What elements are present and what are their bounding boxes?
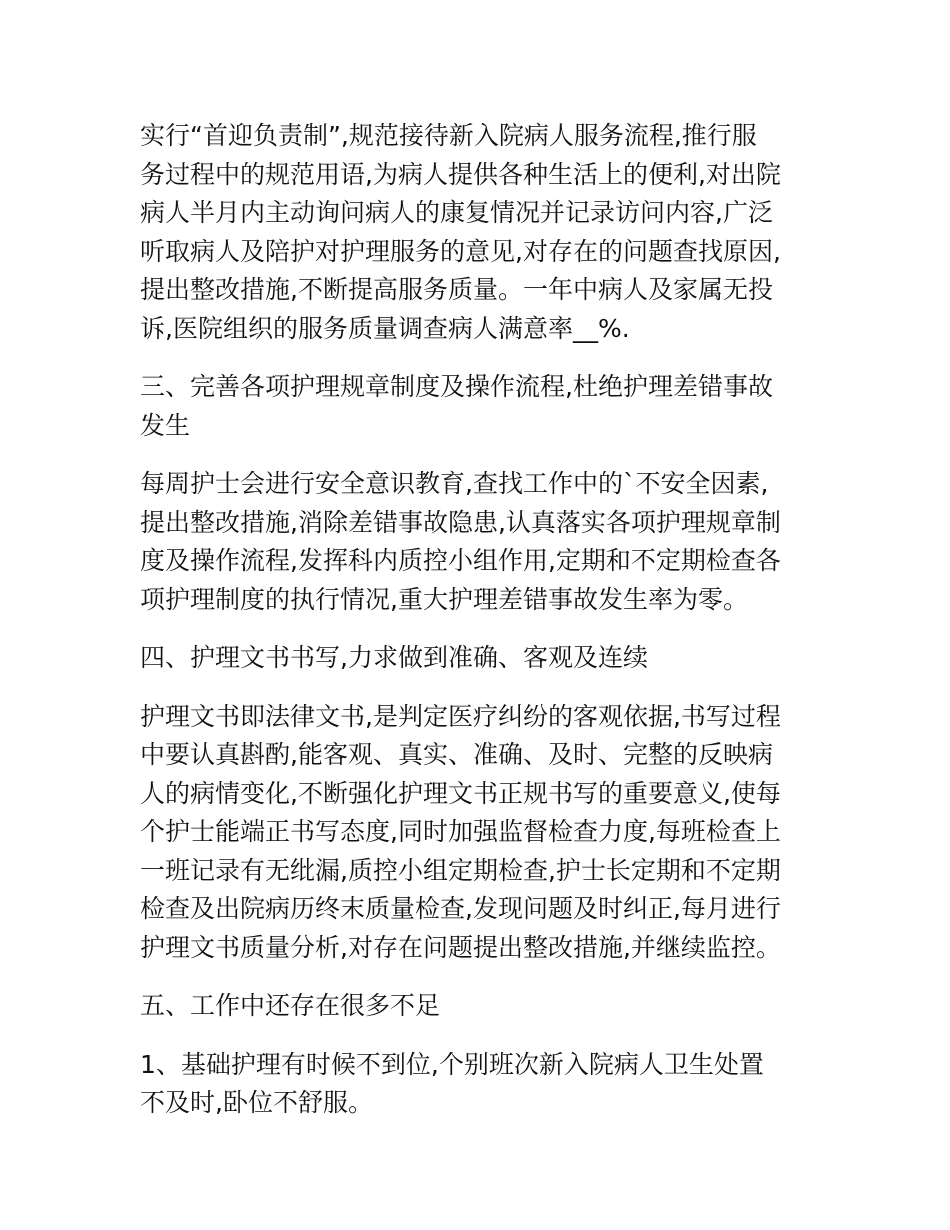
text-line: 务过程中的规范用语,为病人提供各种生活上的便利,对出院	[140, 159, 781, 189]
paragraph-service-process	[140, 117, 815, 348]
heading-line: 发生	[140, 410, 191, 440]
paragraph-safety-education	[140, 465, 815, 619]
heading-line: 三、完善各项护理规章制度及操作流程,杜绝护理差错事故	[140, 372, 773, 401]
paragraph-nursing-documents	[140, 698, 815, 968]
heading-line: 四、护理文书书写,力求做到准确、客观及连续	[140, 643, 648, 672]
text-line: 诉,医院组织的服务质量调查病人满意率__%.	[140, 313, 630, 343]
text-line: 人的病情变化,不断强化护理文书正规书写的重要意义,使每	[140, 778, 781, 808]
text-line: 检查及出院病历终末质量检查,发现问题及时纠正,每月进行	[140, 894, 781, 923]
text-line: 听取病人及陪护对护理服务的意见,对存在的问题查找原因,	[140, 236, 781, 266]
text-line: 实行“首迎负责制”,规范接待新入院病人服务流程,推行服	[140, 121, 757, 150]
text-line: 提出整改措施,消除差错事故隐患,认真落实各项护理规章制	[140, 507, 781, 537]
text-line: 个护士能端正书写态度,同时加强监督检查力度,每班检查上	[140, 817, 781, 846]
text-line: 中要认真斟酌,能客观、真实、准确、及时、完整的反映病	[140, 740, 773, 769]
heading-line: 五、工作中还存在很多不足	[140, 991, 441, 1020]
text-line: 项护理制度的执行情况,重大护理差错事故发生率为零。	[140, 584, 748, 614]
section-heading-5	[140, 987, 815, 1026]
text-line: 护理文书质量分析,对存在问题提出整改措施,并继续监控。	[140, 932, 781, 962]
section-heading-3	[140, 368, 815, 445]
text-line: 一班记录有无纰漏,质控小组定期检查,护士长定期和不定期	[140, 855, 781, 885]
paragraph-deficiency-1	[140, 1046, 815, 1123]
text-line: 不及时,卧位不舒服。	[140, 1088, 373, 1117]
section-heading-4	[140, 639, 815, 678]
text-line: 1、基础护理有时候不到位,个别班次新入院病人卫生处置	[140, 1049, 764, 1079]
text-line: 护理文书即法律文书,是判定医疗纠纷的客观依据,书写过程	[140, 701, 781, 731]
text-line: 度及操作流程,发挥科内质控小组作用,定期和不定期检查各	[140, 546, 781, 575]
text-line: 病人半月内主动询问病人的康复情况并记录访问内容,广泛	[140, 198, 773, 227]
document-body	[140, 117, 815, 1143]
text-line: 每周护士会进行安全意识教育,查找工作中的`不安全因素,	[140, 469, 769, 498]
text-line: 提出整改措施,不断提高服务质量。一年中病人及家属无投	[140, 275, 773, 304]
